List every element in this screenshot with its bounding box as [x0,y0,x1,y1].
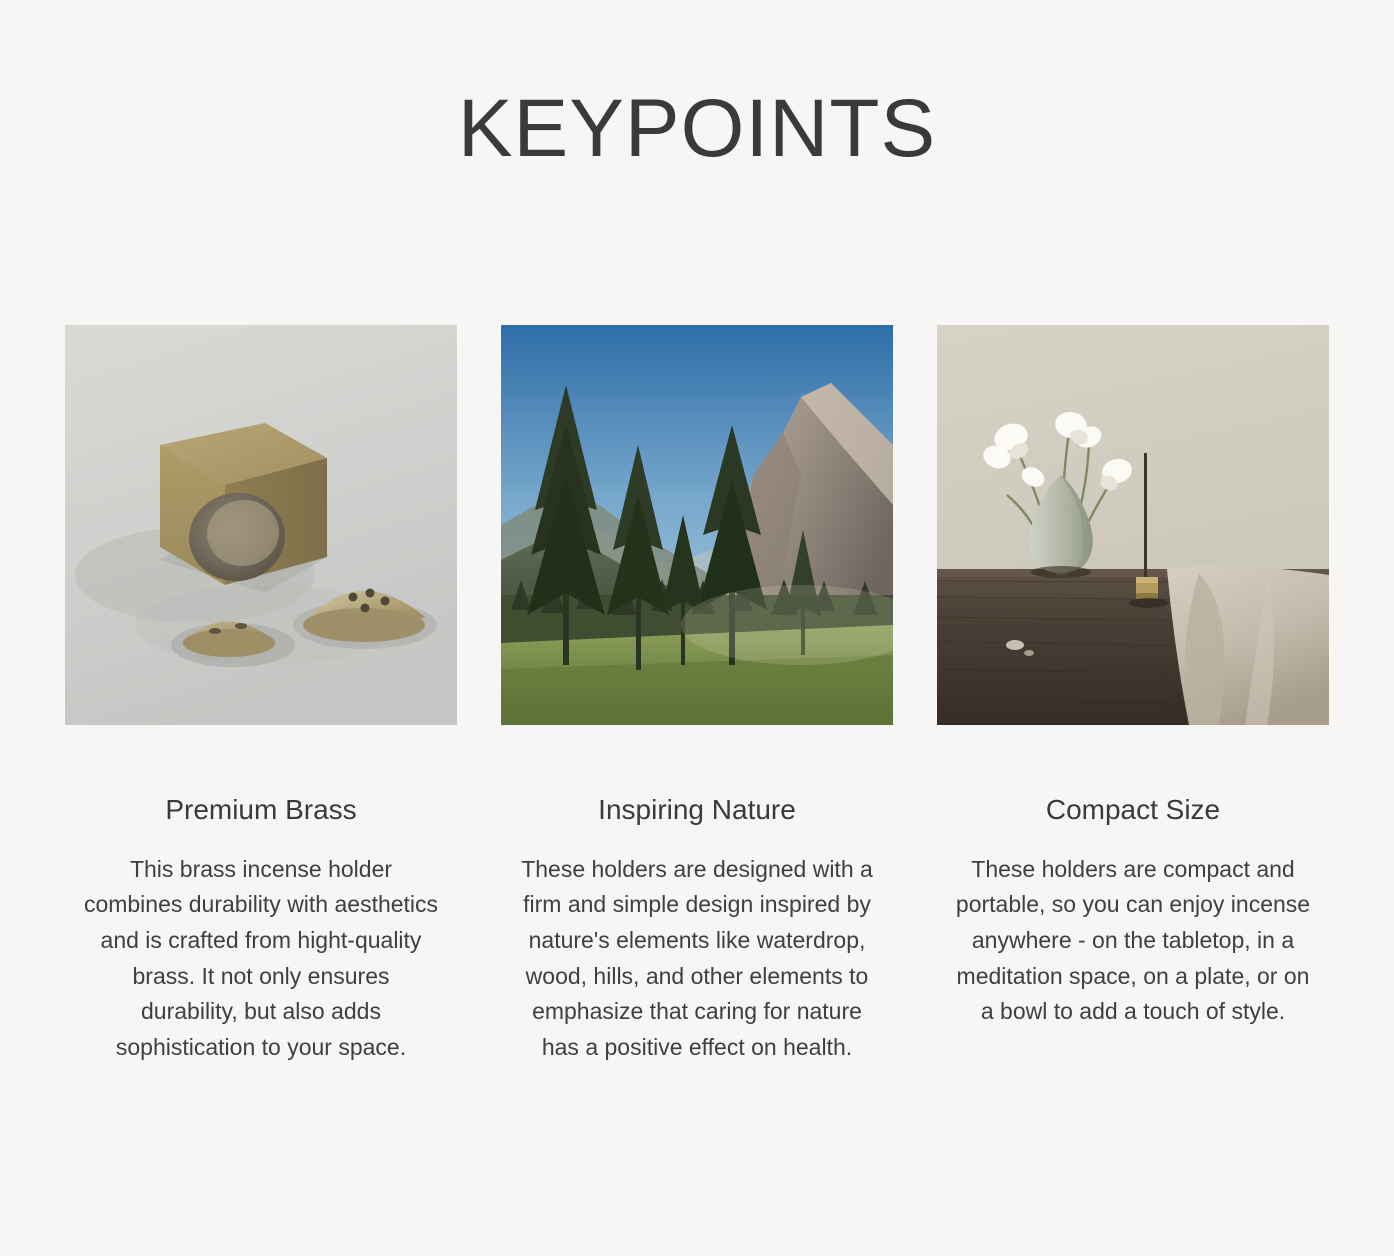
brass-incense-holder-photo [65,325,457,725]
nature-valley-photo [501,325,893,725]
card-title: Premium Brass [165,794,357,825]
card-body: These holders are designed with a firm and simple design inspired by nature's elements like waterdrop, wood, hills, and other elements to emphasize that caring for nature has a positive effect on health. [521,855,873,1060]
card-title: Compact Size [1045,794,1221,825]
card-body: This brass incense holder combines durability with aesthetics and is crafted from hight-quality brass. It not only ensures durability, but also adds sophistication to your space. [83,855,439,1060]
tabletop-styling-photo [937,325,1329,725]
keypoint-card-inspiring-nature [501,325,893,1065]
page-title: KEYPOINTS [457,83,937,174]
keypoints-columns [0,325,1394,1065]
keypoint-card-premium-brass [65,325,457,1065]
card-title: Inspiring Nature [598,794,796,825]
card-body: These holders are compact and portable, so you can enjoy incense anywhere - on the tabletop, in a meditation space, on a plate, or on a bowl to add a touch of style. [955,855,1311,1025]
keypoint-card-compact-size [937,325,1329,1065]
